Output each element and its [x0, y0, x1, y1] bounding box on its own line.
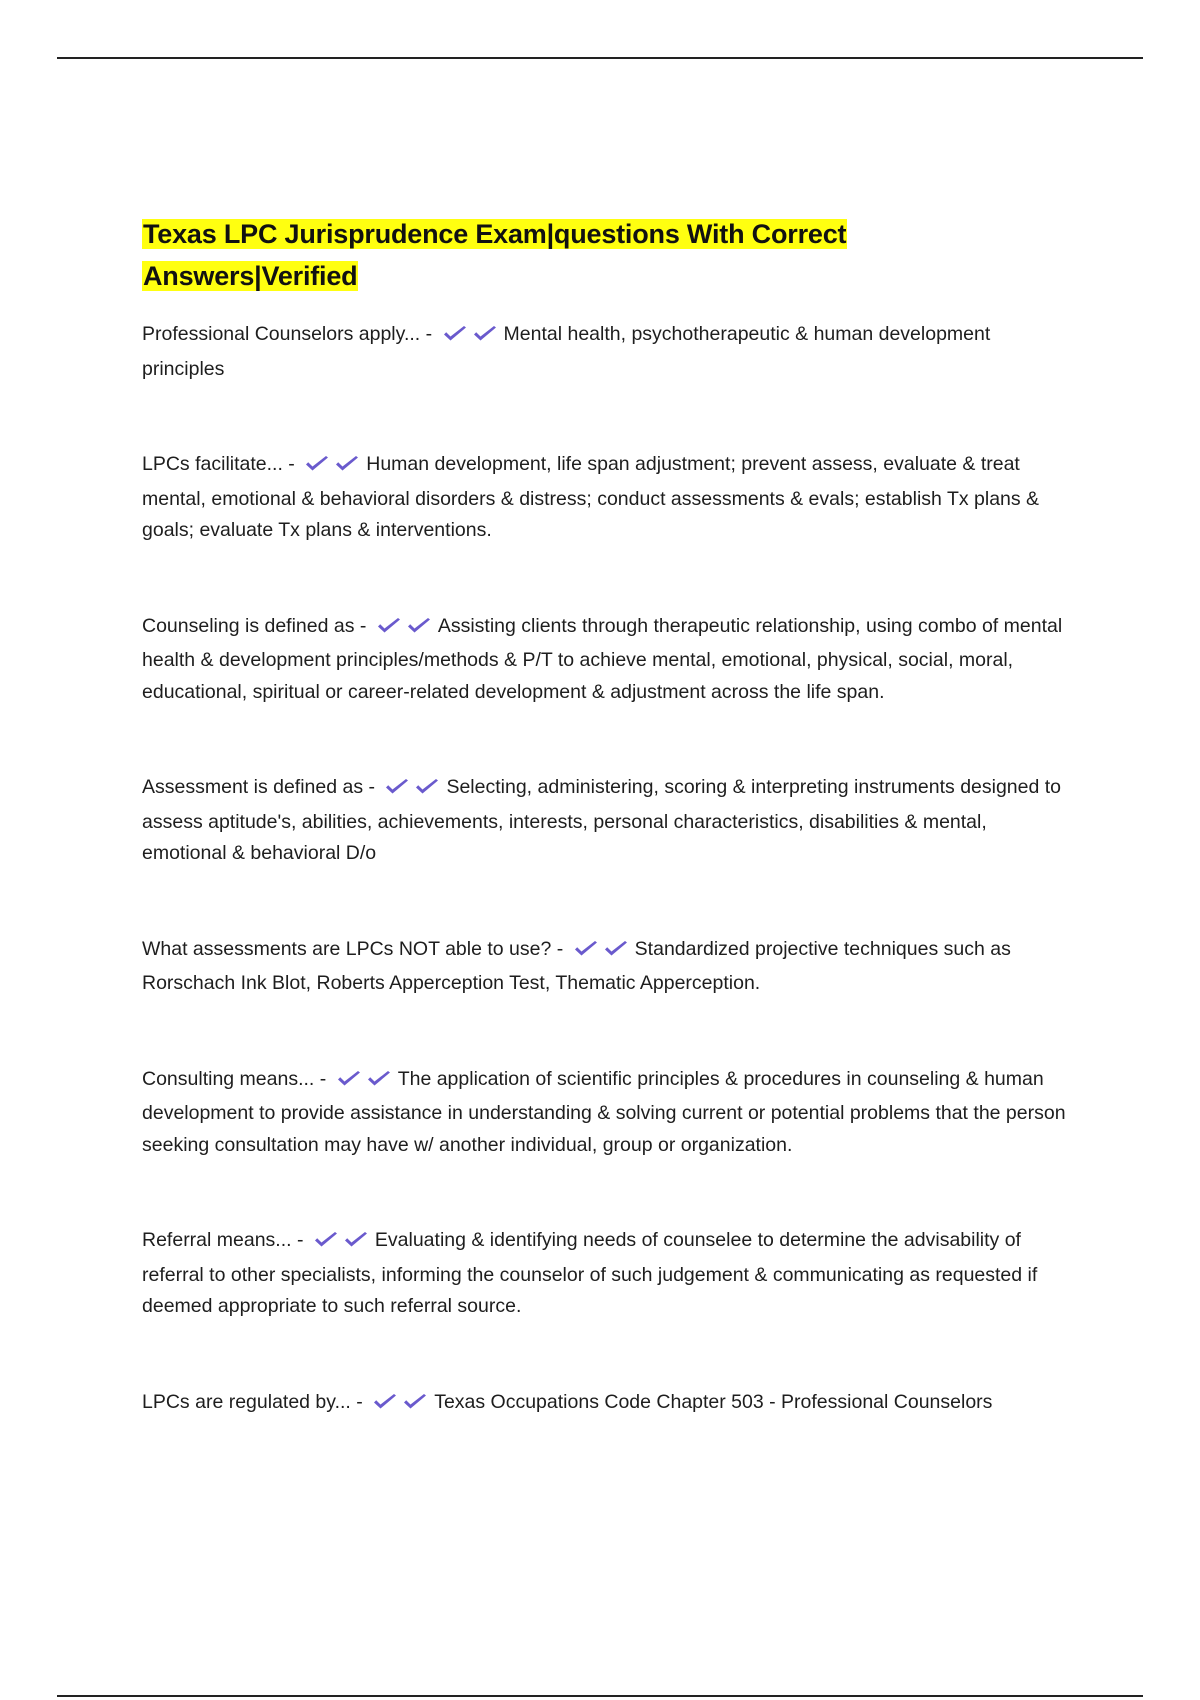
qa-item: [142, 934, 1067, 1000]
checkmark-icon: [343, 1231, 369, 1249]
title-highlight: Texas LPC Jurisprudence Exam|questions With Correct Answers|Verified: [143, 219, 847, 291]
checkmark-icon: [304, 455, 330, 473]
checkmark-icon: [334, 455, 360, 473]
answer-text: Assisting clients through therapeutic relationship, using combo of mental health & development principles/methods & P/T to achieve mental, emotional, physical, social, moral, educational, spiritual or career-related development & adjustment across the life span.: [142, 614, 1063, 703]
checkmark-icon: [472, 325, 498, 343]
answer-text: Texas Occupations Code Chapter 503 - Professional Counselors: [434, 1390, 993, 1413]
checkmark-icon: [384, 778, 410, 796]
document-body: [142, 213, 1067, 1485]
answer-text: Mental health, psychotherapeutic & human development principles: [142, 323, 991, 380]
answer-marker: [313, 1228, 373, 1260]
question-text: Professional Counselors apply...: [142, 323, 421, 345]
answer-marker: [372, 1390, 432, 1422]
checkmark-icon: [414, 778, 440, 796]
question-text: Assessment is defined as: [142, 776, 364, 798]
qa-item: [142, 611, 1067, 709]
checkmark-icon: [313, 1231, 339, 1249]
checkmark-icon: [336, 1070, 362, 1088]
answer-text: Selecting, administering, scoring & interpreting instruments designed to assess aptitude's, abilities, achievements, interests, personal characteristics, disabilities & mental, emotional & behavioral D/o: [142, 776, 1062, 864]
answer-marker: [376, 614, 436, 646]
checkmark-icon: [573, 940, 599, 958]
question-separator: -: [363, 776, 381, 798]
question-separator: -: [282, 453, 301, 475]
question-separator: -: [420, 323, 438, 345]
question-text: Consulting means...: [142, 1067, 315, 1090]
checkmark-icon: [603, 940, 629, 958]
answer-marker: [384, 775, 444, 807]
answer-text: Evaluating & identifying needs of counselee to determine the advisability of referral to other specialists, informing the counselor of such judgement & communicating as requested if deemed appropriate to such referral source.: [142, 1229, 1038, 1317]
header-rule: [57, 57, 1143, 59]
question-separator: -: [551, 937, 569, 960]
qa-item: [142, 319, 1067, 385]
checkmark-icon: [442, 325, 468, 343]
question-separator: -: [291, 1229, 309, 1251]
checkmark-icon: [366, 1070, 392, 1088]
question-separator: -: [354, 614, 372, 637]
checkmark-icon: [376, 617, 402, 635]
answer-marker: [304, 452, 364, 484]
answer-text: Standardized projective techniques such as Rorschach Ink Blot, Roberts Apperception Test, Thematic Apperception.: [142, 937, 1011, 994]
qa-item: [142, 1387, 1067, 1422]
question-separator: -: [314, 1067, 332, 1090]
checkmark-icon: [372, 1393, 398, 1411]
qa-item: [142, 1225, 1067, 1323]
question-text: Counseling is defined as: [142, 614, 355, 637]
question-text: Referral means...: [142, 1229, 292, 1251]
answer-text: The application of scientific principles & procedures in counseling & human development to provide assistance in understanding & solving current or potential problems that the person seeking consultation may have w/ another individual, group or organization.: [142, 1067, 1066, 1156]
answer-marker: [442, 322, 502, 354]
answer-text: Human development, life span adjustment; prevent assess, evaluate & treat mental, emotional & behavioral disorders & distress; conduct assessments & evals; establish Tx plans & goals; evaluate Tx plans & interventions.: [142, 453, 1040, 541]
footer-rule: [57, 1695, 1143, 1697]
question-text: LPCs are regulated by...: [142, 1390, 351, 1413]
answer-marker: [573, 937, 633, 969]
qa-item: [142, 1064, 1067, 1162]
checkmark-icon: [406, 617, 432, 635]
qa-item: [142, 449, 1067, 547]
question-text: What assessments are LPCs NOT able to use?: [142, 937, 552, 960]
answer-marker: [336, 1067, 396, 1099]
document-title: [142, 213, 1067, 297]
qa-list: [142, 319, 1067, 1421]
checkmark-icon: [402, 1393, 428, 1411]
qa-item: [142, 772, 1067, 870]
question-text: LPCs facilitate...: [142, 453, 283, 475]
question-separator: -: [350, 1390, 369, 1413]
